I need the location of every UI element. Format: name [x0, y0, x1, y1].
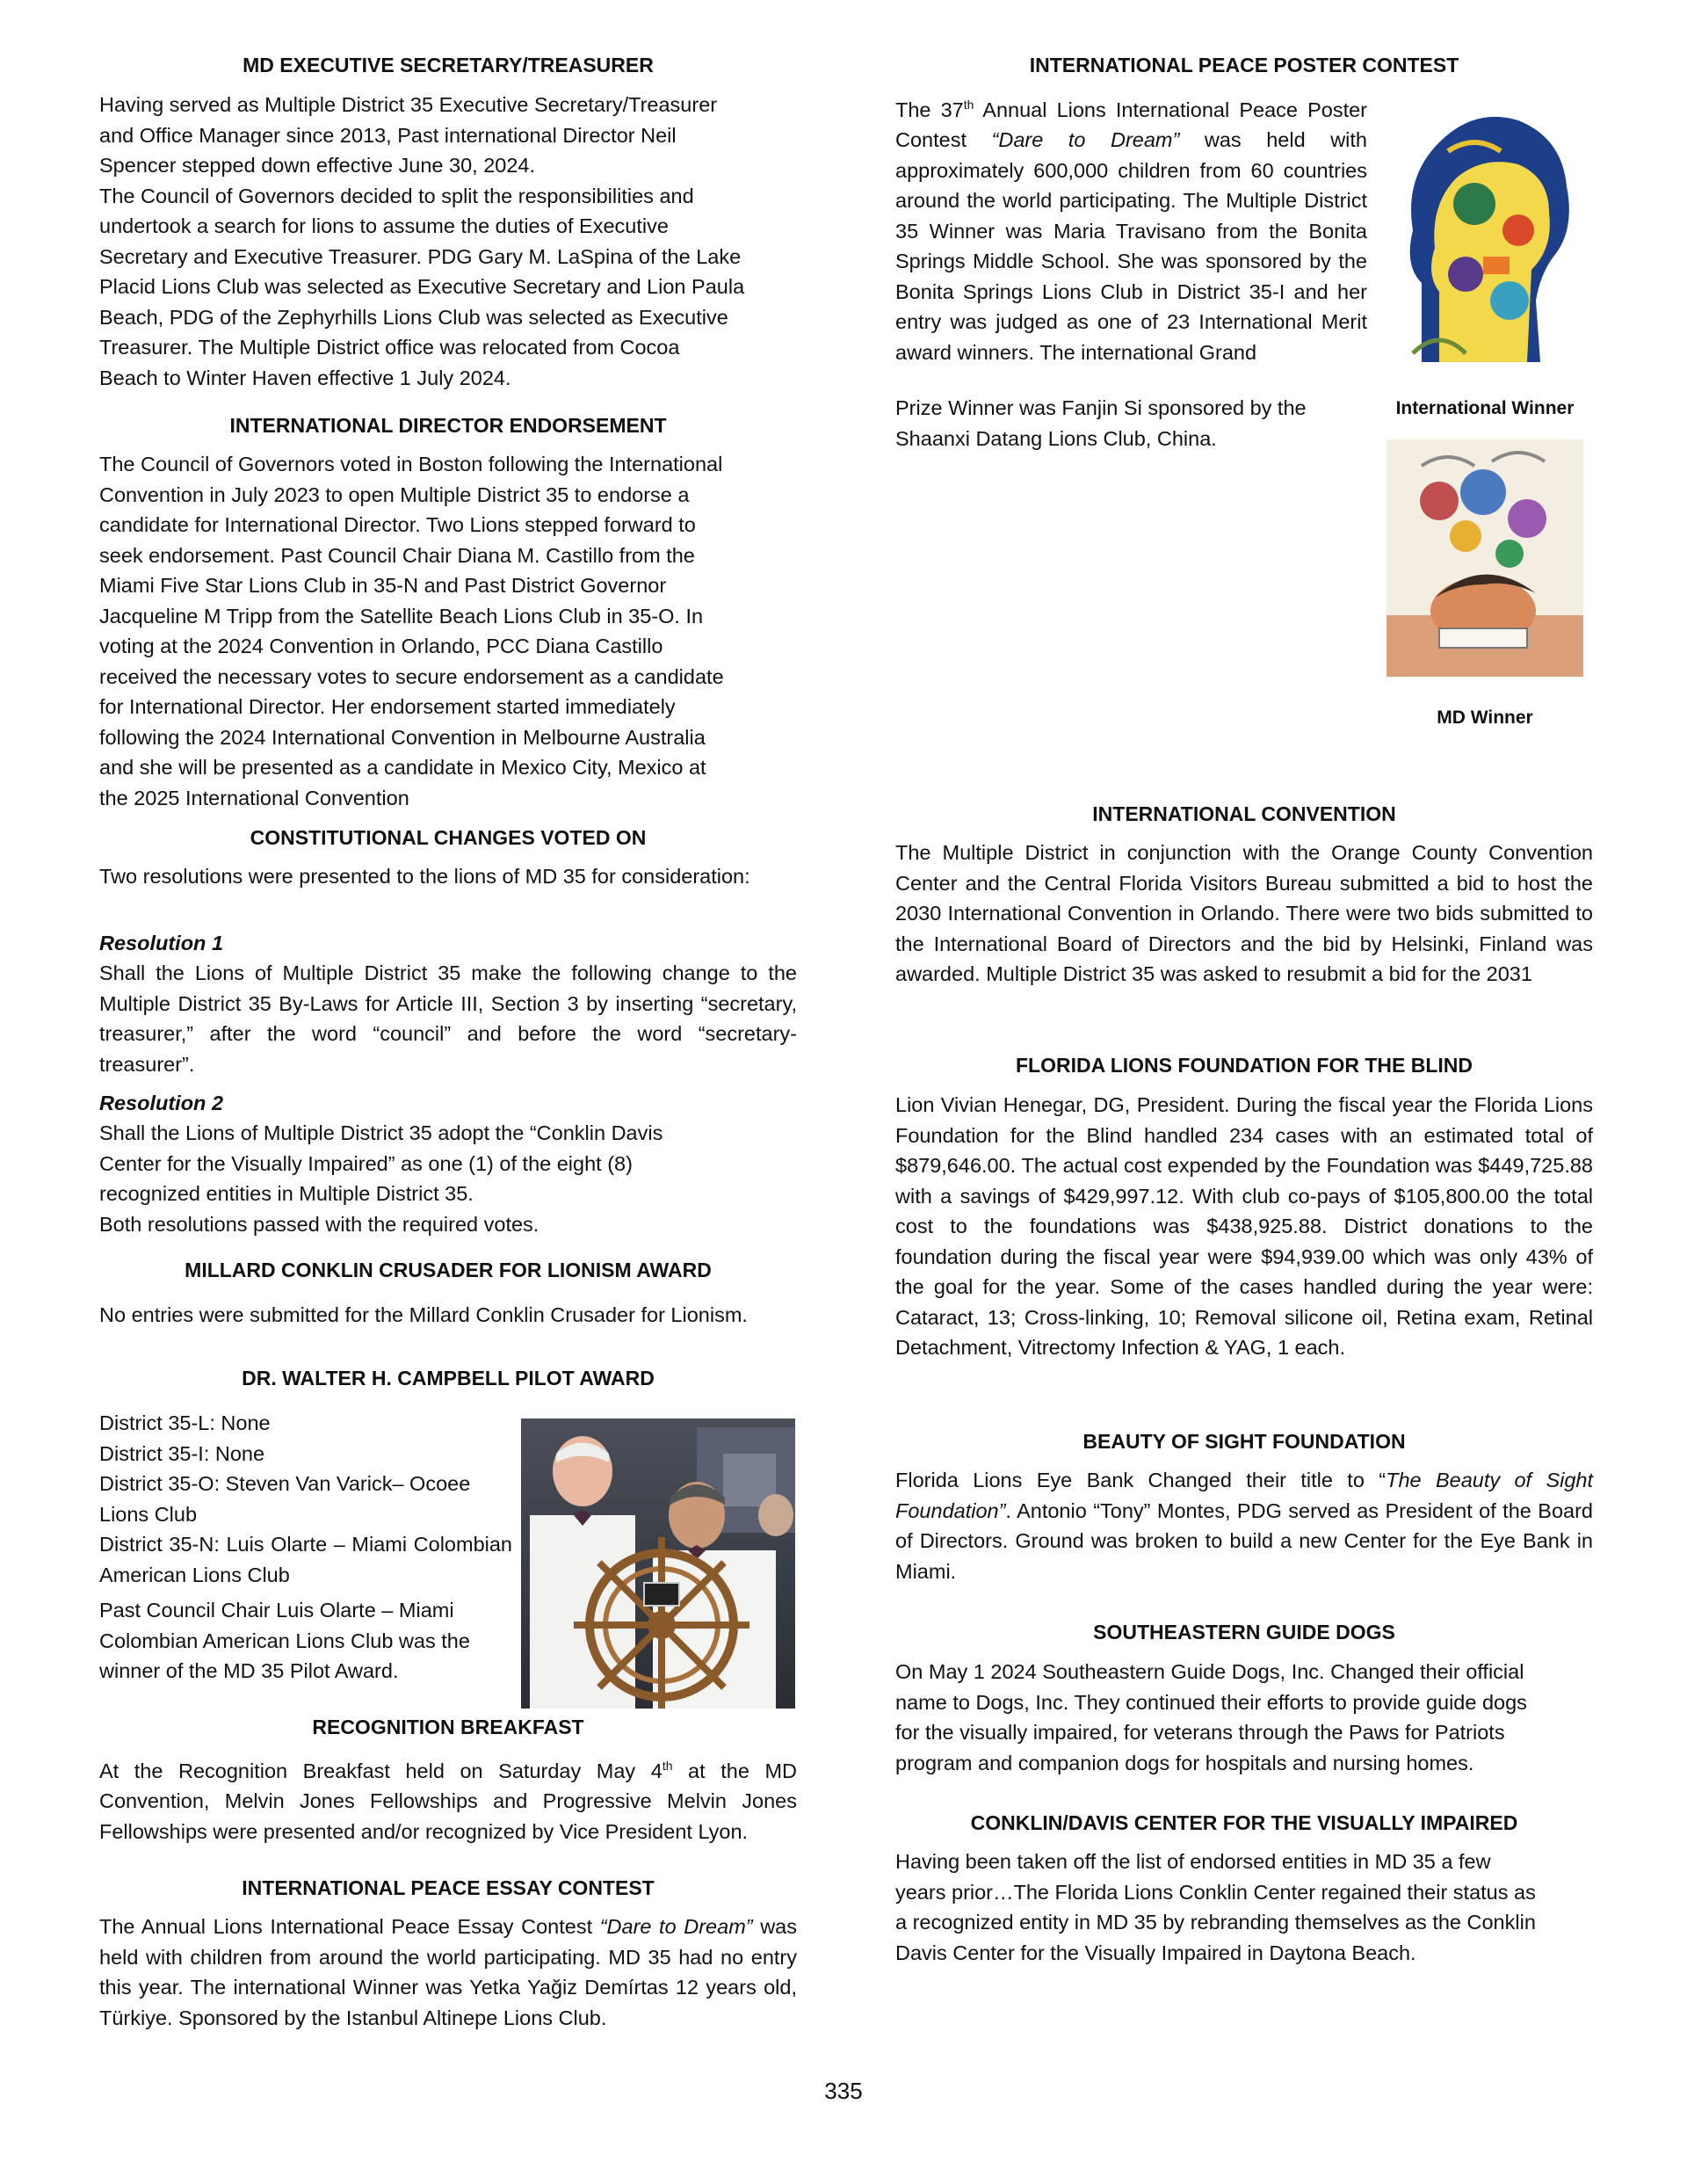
text-line: received the necessary votes to secure endorsement as a candidate — [99, 664, 724, 688]
beauty-of-sight-text — [895, 1465, 1593, 1586]
text-line: On May 1 2024 Southeastern Guide Dogs, Inc. Changed their official — [895, 1660, 1524, 1683]
breakfast-text — [99, 1751, 797, 1847]
exec-secretary-body — [99, 90, 797, 393]
text-line: following the 2024 International Convention in Melbourne Australia — [99, 725, 706, 749]
peace-poster-heading: INTERNATIONAL PEACE POSTER CONTEST — [1029, 54, 1459, 76]
convention-text: The Multiple District in conjunction with the Orange County Convention Center and the Central Florida Visitors Bureau submitted a bid to host the 2030 International Convention in Orlando. There were two bids submitted to the International Board of Directors and the bid by Helsinki, Finland was awarded. Multiple District 35 was asked to resubmit a bid for the 2031 — [895, 841, 1593, 985]
text-line: Having served as Multiple District 35 Executive Secretary/Treasurer — [99, 93, 718, 116]
poster-illustration — [1387, 439, 1583, 677]
text-run: The Annual Lions International Peace Essay Contest — [99, 1915, 600, 1938]
text-line: program and companion dogs for hospitals and nursing homes. — [895, 1751, 1474, 1774]
pilot-winner-text: Past Council Chair Luis Olarte – Miami Colombian American Lions Club was the winner of the MD 35 Pilot Award. — [99, 1599, 470, 1682]
text-line: Both resolutions passed with the required votes. — [99, 1212, 539, 1236]
text-line: for the visually impaired, for veterans through the Paws for Patriots — [895, 1721, 1505, 1744]
text-line: voting at the 2024 Convention in Orlando, PCC Diana Castillo — [99, 635, 663, 657]
text-line: years prior…The Florida Lions Conklin Center regained their status as — [895, 1880, 1536, 1904]
pilot-award-list — [99, 1408, 512, 1687]
director-endorsement-body — [99, 449, 797, 813]
text-line: The Council of Governors voted in Boston following the International — [99, 453, 723, 475]
peace-poster-text — [895, 90, 1367, 367]
beauty-of-sight-heading: BEAUTY OF SIGHT FOUNDATION — [1082, 1430, 1406, 1453]
text-line: Lions Club — [99, 1502, 198, 1526]
poster-illustration — [1387, 98, 1583, 380]
md-winner-caption: MD Winner — [1437, 707, 1533, 728]
text-run: at the MD Convention, Melvin Jones Fellowships and Progressive Melvin Jones Fellowships were presented and/or recognized by Vice President Lyon. — [99, 1759, 797, 1843]
millard-heading: MILLARD CONKLIN CRUSADER FOR LIONISM AWARD — [185, 1259, 712, 1281]
text-line: for International Director. Her endorsement started immediately — [99, 695, 676, 718]
italic-title: The Beauty of Sight Foundation” — [895, 1469, 1594, 1522]
resolution-2-text — [99, 1118, 797, 1239]
photo-illustration — [521, 1419, 795, 1709]
text-line: District 35-L: None — [99, 1411, 271, 1434]
resolution-1-text: Shall the Lions of Multiple District 35 make the following change to the Multiple District 35 By-Laws for Article III, Section 3 by inserting “secretary, treasurer,” after the word “council” and before the word “secretary-treasurer”. — [99, 961, 797, 1076]
conklin-davis-heading: CONKLIN/DAVIS CENTER FOR THE VISUALLY IMPAIRED — [970, 1811, 1518, 1834]
text-line: Beach to Winter Haven effective 1 July 2024. — [99, 366, 511, 389]
text-line: Placid Lions Club was selected as Executive Secretary and Lion Paula — [99, 275, 745, 298]
constitutional-intro: Two resolutions were presented to the lions of MD 35 for consideration: — [99, 865, 750, 888]
text-line: Beach, PDG of the Zephyrhills Lions Club was selected as Executive — [99, 305, 728, 329]
text-line: Shall the Lions of Multiple District 35 adopt the “Conklin Davis — [99, 1121, 663, 1144]
pilot-award-photo — [521, 1419, 795, 1709]
superscript: th — [963, 98, 974, 112]
text-line: a recognized entity in MD 35 by rebranding themselves as the Conklin — [895, 1911, 1536, 1934]
text-line: name to Dogs, Inc. They continued their efforts to provide guide dogs — [895, 1690, 1527, 1714]
text-run: was held with approximately 600,000 children from 60 countries around the world participating. The Multiple District 35 Winner was Maria Travisano from the Bonita Springs Middle School. She was sponsored by the Bonita Springs Lions Club in District 35-I and her entry was judged as one of 23 International Merit award winners. The international Grand — [895, 128, 1367, 364]
text-run: Annual Lions International Peace Poster Contest — [895, 98, 1367, 152]
text-line: Spencer stepped down effective June 30, 2024. — [99, 154, 536, 177]
director-endorsement-heading: INTERNATIONAL DIRECTOR ENDORSEMENT — [229, 414, 667, 437]
foundation-blind-text: Lion Vivian Henegar, DG, President. During the fiscal year the Florida Lions Foundation for the Blind handled 234 cases with an estimated total of $879,646.00. The actual cost expended by the Foundation was $449,725.88 with a savings of $429,997.12. With club co-pays of $105,800.00 the total cost to the foundations was $438,925.88. District donations to the foundation during the fiscal year were $94,939.00 which was only 43% of the goal for the year. Some of the cases handled during the year were: Cataract, 13; Cross-linking, 10; Removal silicone oil, Retina exam, Retinal Detachment, Vitrectomy Infection & YAG, 1 each. — [895, 1093, 1593, 1359]
text-line: undertook a search for lions to assume the duties of Executive — [99, 214, 669, 237]
millard-text: No entries were submitted for the Millard Conklin Crusader for Lionism. — [99, 1303, 748, 1326]
text-run: At the Recognition Breakfast held on Saturday May 4 — [99, 1759, 662, 1782]
text-line: and Office Manager since 2013, Past international Director Neil — [99, 123, 677, 147]
text-line: Shaanxi Datang Lions Club, China. — [895, 426, 1217, 450]
convention-heading: INTERNATIONAL CONVENTION — [1092, 802, 1396, 825]
italic-title: “Dare to Dream” — [599, 1915, 753, 1938]
resolution-2-title: Resolution 2 — [99, 1092, 224, 1114]
text-line: and she will be presented as a candidate in Mexico City, Mexico at — [99, 756, 706, 779]
international-winner-poster — [1387, 98, 1583, 380]
peace-poster-text-end — [895, 393, 1367, 453]
foundation-blind-heading: FLORIDA LIONS FOUNDATION FOR THE BLIND — [1015, 1054, 1473, 1077]
page-number: 335 — [824, 2078, 863, 2104]
text-line: Having been taken off the list of endorsed entities in MD 35 a few — [895, 1850, 1491, 1873]
text-run: was held with children from around the world participating. MD 35 had no entry this year. The international Winner was Yetka Yağiz Demírtas 12 years old, Türkiye. Sponsored by the Istanbul Altinepe Lions Club. — [99, 1915, 797, 2029]
italic-title: “Dare to Dream” — [991, 128, 1180, 152]
text-line: candidate for International Director. Two Lions stepped forward to — [99, 513, 696, 536]
text-line: Prize Winner was Fanjin Si sponsored by the — [895, 396, 1307, 419]
md-winner-poster — [1387, 439, 1583, 677]
text-line: recognized entities in Multiple District 35. — [99, 1182, 474, 1205]
text-line: Treasurer. The Multiple District office was relocated from Cocoa — [99, 336, 680, 359]
text-line: Jacqueline M Tripp from the Satellite Beach Lions Club in 35-O. In — [99, 604, 704, 628]
pilot-award-heading: DR. WALTER H. CAMPBELL PILOT AWARD — [242, 1367, 655, 1389]
text-line: Convention in July 2023 to open Multiple District 35 to endorse a — [99, 483, 690, 506]
text-run: Florida Lions Eye Bank Changed their title to “ — [895, 1469, 1387, 1491]
essay-heading: INTERNATIONAL PEACE ESSAY CONTEST — [242, 1876, 655, 1899]
text-run: . Antonio “Tony” Montes, PDG served as President of the Board of Directors. Ground was broken to build a new Center for the Eye Bank in Miami. — [895, 1498, 1593, 1583]
superscript: th — [662, 1759, 673, 1773]
resolution-1-title: Resolution 1 — [99, 932, 224, 954]
essay-text — [99, 1912, 797, 2033]
text-line: seek endorsement. Past Council Chair Diana M. Castillo from the — [99, 543, 695, 567]
international-winner-caption: International Winner — [1395, 398, 1575, 418]
district-35n-line: District 35-N: Luis Olarte – Miami Colombian American Lions Club — [99, 1533, 512, 1586]
guide-dogs-text — [895, 1657, 1593, 1778]
text-line: District 35-O: Steven Van Varick– Ocoee — [99, 1472, 471, 1495]
text-line: District 35-I: None — [99, 1441, 265, 1465]
text-line: Davis Center for the Visually Impaired in Daytona Beach. — [895, 1941, 1416, 1964]
guide-dogs-heading: SOUTHEASTERN GUIDE DOGS — [1093, 1621, 1395, 1643]
text-line: Miami Five Star Lions Club in 35-N and Past District Governor — [99, 574, 667, 597]
text-line: The Council of Governors decided to split the responsibilities and — [99, 184, 694, 207]
text-run: The 37 — [895, 98, 964, 121]
exec-secretary-heading: MD EXECUTIVE SECRETARY/TREASURER — [243, 54, 654, 76]
text-line: Secretary and Executive Treasurer. PDG Gary M. LaSpina of the Lake — [99, 244, 742, 268]
breakfast-heading: RECOGNITION BREAKFAST — [312, 1716, 584, 1738]
conklin-davis-text — [895, 1847, 1593, 1968]
text-line: the 2025 International Convention — [99, 786, 409, 809]
text-line: Center for the Visually Impaired” as one (1) of the eight (8) — [99, 1151, 633, 1175]
constitutional-heading: CONSTITUTIONAL CHANGES VOTED ON — [250, 826, 647, 849]
